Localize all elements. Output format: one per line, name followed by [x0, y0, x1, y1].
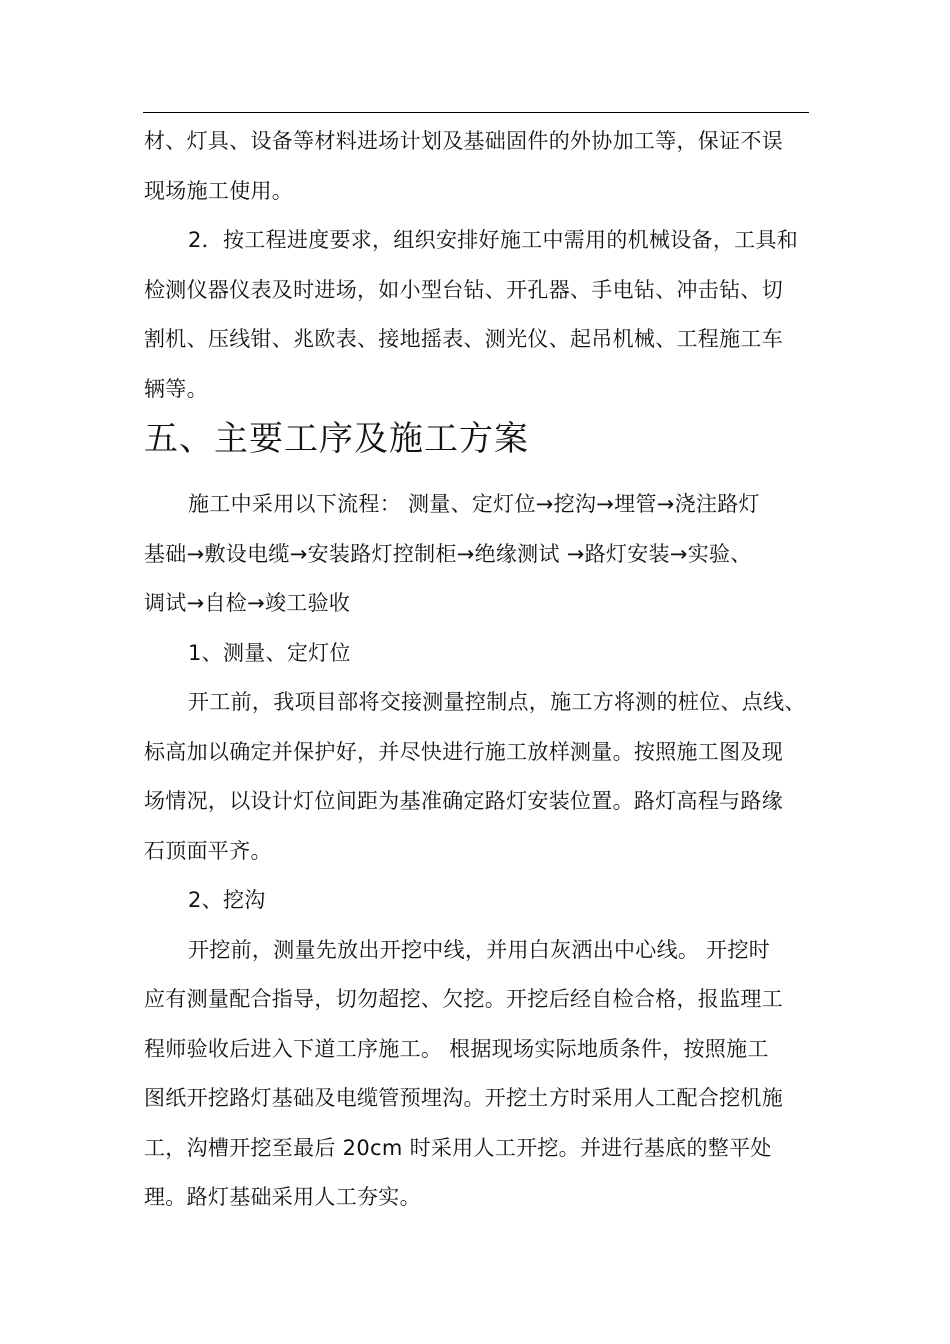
text-line: 材、灯具、设备等材料进场计划及基础固件的外协加工等，保证不误	[144, 129, 783, 153]
header-rule	[143, 112, 809, 113]
text-line: 程师验收后进入下道工序施工。 根据现场实际地质条件，按照施工	[144, 1036, 769, 1061]
text-line: 工，沟槽开挖至最后 20cm 时采用人工开挖。并进行基底的整平处	[144, 1135, 772, 1160]
flow-paragraph	[144, 480, 810, 629]
text-line: 开挖前，测量先放出开挖中线，并用白灰洒出中心线。 开挖时	[188, 937, 771, 962]
text-line: 开工前，我项目部将交接测量控制点，施工方将测的桩位、点线、	[188, 690, 806, 714]
text-line: 调试→自检→竣工验收	[144, 591, 351, 615]
text-line: 场情况，以设计灯位间距为基准确定路灯安装位置。路灯高程与路缘	[144, 789, 783, 813]
subsection-1-paragraph	[144, 678, 810, 876]
text-line: 2．按工程进度要求，组织安排好施工中需用的机械设备，工具和	[188, 228, 799, 252]
text-line: 割机、压线钳、兆欧表、接地摇表、测光仪、起吊机械、工程施工车	[144, 327, 783, 351]
subsection-title-2: 2、挖沟	[188, 888, 266, 912]
text-line: 基础→敷设电缆→安装路灯控制柜→绝缘测试 →路灯安装→实验、	[144, 541, 752, 566]
item-2-paragraph	[144, 216, 810, 414]
page-body	[144, 117, 810, 1223]
continuation-paragraph	[144, 117, 810, 216]
subsection-title-1: 1、测量、定灯位	[188, 640, 351, 665]
text-line: 现场施工使用。	[144, 178, 294, 203]
text-line: 图纸开挖路灯基础及电缆管预埋沟。开挖土方时采用人工配合挖机施	[144, 1086, 783, 1110]
text-line: 标高加以确定并保护好，并尽快进行施工放样测量。按照施工图及现	[144, 739, 783, 764]
text-line: 检测仪器仪表及时进场，如小型台钻、开孔器、手电钻、冲击钻、切	[144, 277, 783, 302]
section-heading: 五、主要工序及施工方案	[144, 419, 529, 459]
subsection-2-paragraph	[144, 926, 810, 1223]
text-line: 辆等。	[144, 376, 208, 401]
text-line: 理。路灯基础采用人工夯实。	[144, 1185, 421, 1209]
text-line: 施工中采用以下流程： 测量、定灯位→挖沟→埋管→浇注路灯	[188, 492, 760, 516]
heading-spacer	[144, 468, 810, 480]
text-line: 石顶面平齐。	[144, 838, 272, 863]
text-line: 应有测量配合指导，切勿超挖、欠挖。开挖后经自检合格，报监理工	[144, 987, 783, 1011]
